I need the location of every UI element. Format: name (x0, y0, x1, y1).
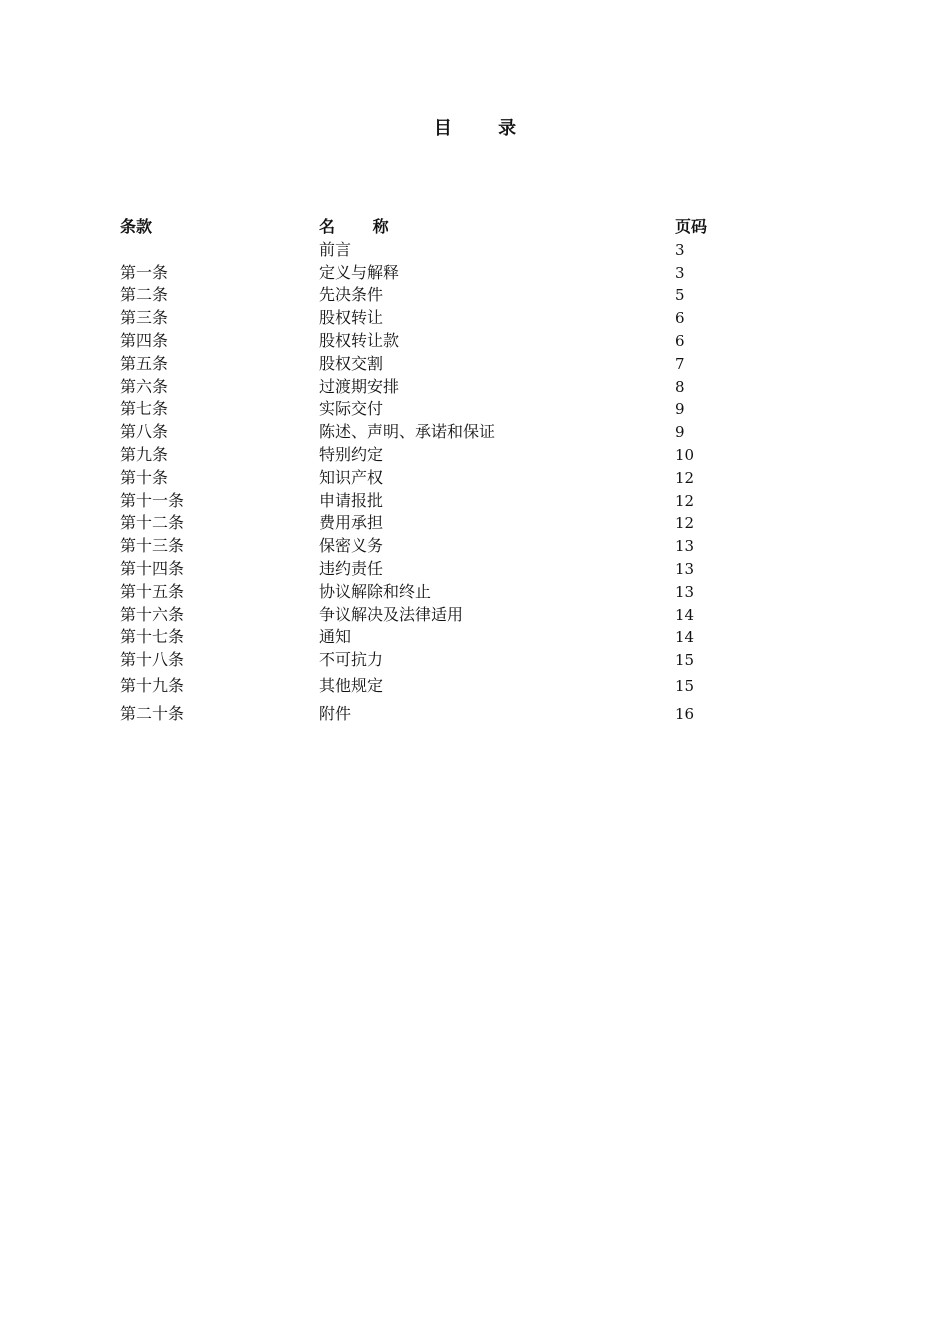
toc-row (120, 512, 740, 535)
toc-header (120, 216, 740, 239)
row-name: 实际交付 (319, 399, 384, 419)
row-clause: 第一条 (120, 262, 169, 282)
row-page: 15 (675, 651, 695, 670)
toc-row (120, 262, 740, 285)
row-page: 13 (675, 537, 695, 556)
row-page: 7 (675, 354, 685, 373)
row-name: 股权交割 (319, 353, 384, 373)
row-clause: 第十五条 (120, 581, 185, 601)
toc-row (120, 398, 740, 421)
row-page: 12 (675, 514, 695, 533)
toc-row (120, 604, 740, 627)
row-name: 其他规定 (319, 675, 384, 695)
table-of-contents (120, 216, 740, 728)
row-name: 陈述、声明、承诺和保证 (319, 422, 496, 442)
row-page: 10 (675, 445, 695, 464)
row-clause: 第十四条 (120, 558, 185, 578)
row-clause: 第十六条 (120, 604, 185, 624)
row-name: 过渡期安排 (319, 376, 400, 396)
header-page: 页码 (675, 217, 708, 236)
row-clause: 第三条 (120, 308, 169, 328)
toc-row (120, 307, 740, 330)
row-name: 不可抗力 (319, 650, 384, 670)
row-name: 股权转让款 (319, 330, 400, 350)
row-name: 费用承担 (319, 513, 384, 533)
toc-row (120, 444, 740, 467)
row-page: 3 (675, 263, 685, 282)
row-clause: 第六条 (120, 376, 169, 396)
row-clause: 第五条 (120, 353, 169, 373)
toc-row (120, 353, 740, 376)
row-name: 申请报批 (319, 490, 384, 510)
row-page: 8 (675, 377, 685, 396)
toc-row (120, 558, 740, 581)
row-name: 特别约定 (319, 444, 384, 464)
row-page: 13 (675, 582, 695, 601)
header-clause: 条款 (120, 217, 153, 236)
row-page: 15 (675, 676, 695, 695)
row-clause: 第二十条 (120, 703, 185, 723)
row-clause: 第十一条 (120, 490, 185, 510)
toc-row (120, 700, 740, 728)
row-clause: 第十八条 (120, 650, 185, 670)
row-name: 保密义务 (319, 536, 384, 556)
header-name: 名 称 (319, 217, 405, 236)
row-clause: 第九条 (120, 444, 169, 464)
toc-row (120, 626, 740, 649)
toc-row (120, 284, 740, 307)
toc-row (120, 672, 740, 700)
row-page: 12 (675, 491, 695, 510)
row-name: 定义与解释 (319, 262, 400, 282)
toc-row (120, 421, 740, 444)
row-name: 通知 (319, 627, 352, 647)
toc-row (120, 490, 740, 513)
row-page: 6 (675, 309, 685, 328)
row-page: 6 (675, 331, 685, 350)
row-clause: 第十二条 (120, 513, 185, 533)
row-name: 先决条件 (319, 285, 384, 305)
row-clause: 第二条 (120, 285, 169, 305)
row-page: 13 (675, 559, 695, 578)
row-name: 前言 (319, 239, 352, 259)
toc-row (120, 330, 740, 353)
row-clause: 第四条 (120, 330, 169, 350)
row-page: 9 (675, 423, 685, 442)
row-page: 5 (675, 286, 685, 305)
toc-row (120, 376, 740, 399)
row-name: 协议解除和终止 (319, 581, 432, 601)
row-name: 股权转让 (319, 308, 384, 328)
row-page: 14 (675, 628, 695, 647)
row-page: 12 (675, 468, 695, 487)
toc-row (120, 239, 740, 262)
page-title: 目 录 (433, 118, 537, 139)
row-name: 违约责任 (319, 558, 384, 578)
toc-row (120, 581, 740, 604)
row-clause: 第十条 (120, 467, 169, 487)
row-name: 争议解决及法律适用 (319, 604, 464, 624)
row-name: 附件 (319, 703, 352, 723)
row-clause: 第十七条 (120, 627, 185, 647)
row-clause: 第七条 (120, 399, 169, 419)
row-page: 9 (675, 400, 685, 419)
row-page: 14 (675, 605, 695, 624)
toc-row (120, 649, 740, 672)
toc-row (120, 535, 740, 558)
toc-row (120, 467, 740, 490)
row-clause: 第十三条 (120, 536, 185, 556)
row-clause: 第十九条 (120, 675, 185, 695)
row-name: 知识产权 (319, 467, 384, 487)
row-page: 16 (675, 704, 695, 723)
row-clause: 第八条 (120, 422, 169, 442)
row-page: 3 (675, 240, 685, 259)
